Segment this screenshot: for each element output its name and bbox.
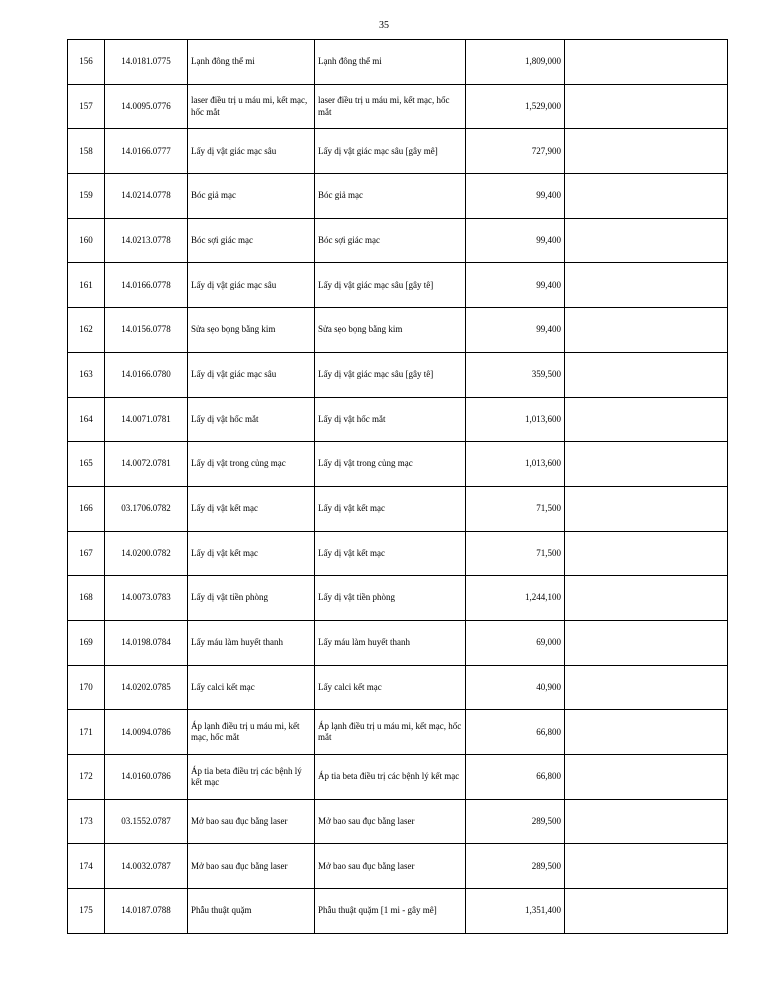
row-number-cell: 162 [68, 308, 105, 353]
service-name-cell: Lấy dị vật kết mạc [188, 531, 315, 576]
table-row [68, 486, 728, 531]
table-body [68, 40, 728, 934]
price-cell: 99,400 [466, 218, 565, 263]
service-detail-name-cell: Lấy dị vật hốc mắt [315, 397, 466, 442]
table-row [68, 531, 728, 576]
price-cell: 289,500 [466, 844, 565, 889]
service-name-cell: Mở bao sau đục bằng laser [188, 844, 315, 889]
row-number-cell: 170 [68, 665, 105, 710]
service-name-cell: Lấy dị vật giác mạc sâu [188, 263, 315, 308]
price-cell: 99,400 [466, 263, 565, 308]
service-detail-name-cell: Mở bao sau đục bằng laser [315, 799, 466, 844]
row-number-cell: 160 [68, 218, 105, 263]
service-name-cell: Áp lạnh điều trị u máu mi, kết mạc, hốc mắt [188, 710, 315, 755]
service-name-cell: Lấy máu làm huyết thanh [188, 620, 315, 665]
table-row [68, 263, 728, 308]
price-cell: 1,013,600 [466, 442, 565, 487]
service-name-cell: Bóc giả mạc [188, 174, 315, 219]
price-cell: 1,809,000 [466, 40, 565, 85]
note-cell [565, 40, 728, 85]
row-number-cell: 175 [68, 889, 105, 934]
page-number: 35 [379, 20, 389, 31]
service-code-cell: 14.0071.0781 [105, 397, 188, 442]
row-number-cell: 165 [68, 442, 105, 487]
price-cell: 289,500 [466, 799, 565, 844]
row-number-cell: 169 [68, 620, 105, 665]
service-code-cell: 14.0181.0775 [105, 40, 188, 85]
service-name-cell: Bóc sợi giác mạc [188, 218, 315, 263]
service-detail-name-cell: Sửa sẹo bọng bằng kim [315, 308, 466, 353]
row-number-cell: 164 [68, 397, 105, 442]
service-code-cell: 14.0202.0785 [105, 665, 188, 710]
table-row [68, 620, 728, 665]
note-cell [565, 263, 728, 308]
note-cell [565, 486, 728, 531]
service-code-cell: 03.1552.0787 [105, 799, 188, 844]
price-cell: 727,900 [466, 129, 565, 174]
service-code-cell: 14.0073.0783 [105, 576, 188, 621]
service-code-cell: 14.0187.0788 [105, 889, 188, 934]
note-cell [565, 531, 728, 576]
service-code-cell: 14.0160.0786 [105, 755, 188, 800]
row-number-cell: 159 [68, 174, 105, 219]
service-detail-name-cell: Lấy máu làm huyết thanh [315, 620, 466, 665]
row-number-cell: 173 [68, 799, 105, 844]
row-number-cell: 163 [68, 352, 105, 397]
table-row [68, 129, 728, 174]
price-cell: 99,400 [466, 174, 565, 219]
service-detail-name-cell: Lấy dị vật trong củng mạc [315, 442, 466, 487]
table-row [68, 174, 728, 219]
note-cell [565, 397, 728, 442]
service-name-cell: Lấy dị vật tiền phòng [188, 576, 315, 621]
table-row [68, 710, 728, 755]
row-number-cell: 171 [68, 710, 105, 755]
note-cell [565, 84, 728, 129]
service-code-cell: 14.0072.0781 [105, 442, 188, 487]
service-detail-name-cell: Lạnh đông thể mi [315, 40, 466, 85]
row-number-cell: 174 [68, 844, 105, 889]
table-row [68, 308, 728, 353]
note-cell [565, 799, 728, 844]
service-code-cell: 14.0200.0782 [105, 531, 188, 576]
row-number-cell: 158 [68, 129, 105, 174]
service-code-cell: 14.0166.0777 [105, 129, 188, 174]
service-detail-name-cell: Áp tia beta điều trị các bệnh lý kết mạc [315, 755, 466, 800]
row-number-cell: 156 [68, 40, 105, 85]
note-cell [565, 665, 728, 710]
service-detail-name-cell: Lấy dị vật tiền phòng [315, 576, 466, 621]
row-number-cell: 168 [68, 576, 105, 621]
service-detail-name-cell: Mở bao sau đục bằng laser [315, 844, 466, 889]
note-cell [565, 442, 728, 487]
service-name-cell: Áp tia beta điều trị các bệnh lý kết mạc [188, 755, 315, 800]
table-row [68, 40, 728, 85]
note-cell [565, 889, 728, 934]
table-row [68, 218, 728, 263]
note-cell [565, 174, 728, 219]
price-cell: 1,351,400 [466, 889, 565, 934]
service-name-cell: Lấy calci kết mạc [188, 665, 315, 710]
price-cell: 71,500 [466, 531, 565, 576]
table-row [68, 576, 728, 621]
note-cell [565, 308, 728, 353]
service-code-cell: 14.0095.0776 [105, 84, 188, 129]
price-cell: 69,000 [466, 620, 565, 665]
price-cell: 40,900 [466, 665, 565, 710]
price-cell: 66,800 [466, 755, 565, 800]
service-code-cell: 14.0166.0778 [105, 263, 188, 308]
service-detail-name-cell: Áp lạnh điều trị u máu mi, kết mạc, hốc mắt [315, 710, 466, 755]
row-number-cell: 167 [68, 531, 105, 576]
service-name-cell: Mở bao sau đục bằng laser [188, 799, 315, 844]
note-cell [565, 620, 728, 665]
table-row [68, 799, 728, 844]
service-detail-name-cell: laser điều trị u máu mi, kết mạc, hốc mắt [315, 84, 466, 129]
service-detail-name-cell: Lấy calci kết mạc [315, 665, 466, 710]
service-code-cell: 14.0166.0780 [105, 352, 188, 397]
note-cell [565, 844, 728, 889]
service-price-table [67, 39, 728, 934]
price-cell: 1,013,600 [466, 397, 565, 442]
note-cell [565, 576, 728, 621]
row-number-cell: 172 [68, 755, 105, 800]
service-name-cell: Lấy dị vật hốc mắt [188, 397, 315, 442]
service-code-cell: 14.0094.0786 [105, 710, 188, 755]
price-cell: 71,500 [466, 486, 565, 531]
service-name-cell: Phẫu thuật quặm [188, 889, 315, 934]
price-cell: 1,529,000 [466, 84, 565, 129]
note-cell [565, 352, 728, 397]
table-row [68, 889, 728, 934]
service-name-cell: Lấy dị vật kết mạc [188, 486, 315, 531]
note-cell [565, 218, 728, 263]
service-name-cell: Sửa sẹo bọng bằng kim [188, 308, 315, 353]
service-code-cell: 14.0156.0778 [105, 308, 188, 353]
service-name-cell: Lấy dị vật giác mạc sâu [188, 129, 315, 174]
table-row [68, 84, 728, 129]
price-cell: 1,244,100 [466, 576, 565, 621]
service-detail-name-cell: Lấy dị vật giác mạc sâu [gây tê] [315, 263, 466, 308]
table-row [68, 844, 728, 889]
service-code-cell: 14.0214.0778 [105, 174, 188, 219]
service-code-cell: 14.0213.0778 [105, 218, 188, 263]
service-detail-name-cell: Bóc sợi giác mạc [315, 218, 466, 263]
service-detail-name-cell: Phẫu thuật quặm [1 mi - gây mê] [315, 889, 466, 934]
table-row [68, 397, 728, 442]
note-cell [565, 710, 728, 755]
service-name-cell: Lạnh đông thể mi [188, 40, 315, 85]
service-code-cell: 14.0198.0784 [105, 620, 188, 665]
price-cell: 359,500 [466, 352, 565, 397]
price-cell: 66,800 [466, 710, 565, 755]
service-name-cell: laser điều trị u máu mi, kết mạc, hốc mắt [188, 84, 315, 129]
table-row [68, 755, 728, 800]
service-detail-name-cell: Lấy dị vật giác mạc sâu [gây tê] [315, 352, 466, 397]
table-row [68, 352, 728, 397]
service-detail-name-cell: Bóc giả mạc [315, 174, 466, 219]
table-row [68, 442, 728, 487]
service-code-cell: 03.1706.0782 [105, 486, 188, 531]
service-name-cell: Lấy dị vật trong củng mạc [188, 442, 315, 487]
service-detail-name-cell: Lấy dị vật kết mạc [315, 531, 466, 576]
price-cell: 99,400 [466, 308, 565, 353]
service-code-cell: 14.0032.0787 [105, 844, 188, 889]
note-cell [565, 129, 728, 174]
service-name-cell: Lấy dị vật giác mạc sâu [188, 352, 315, 397]
service-detail-name-cell: Lấy dị vật giác mạc sâu [gây mê] [315, 129, 466, 174]
row-number-cell: 166 [68, 486, 105, 531]
table-row [68, 665, 728, 710]
note-cell [565, 755, 728, 800]
row-number-cell: 161 [68, 263, 105, 308]
row-number-cell: 157 [68, 84, 105, 129]
service-detail-name-cell: Lấy dị vật kết mạc [315, 486, 466, 531]
